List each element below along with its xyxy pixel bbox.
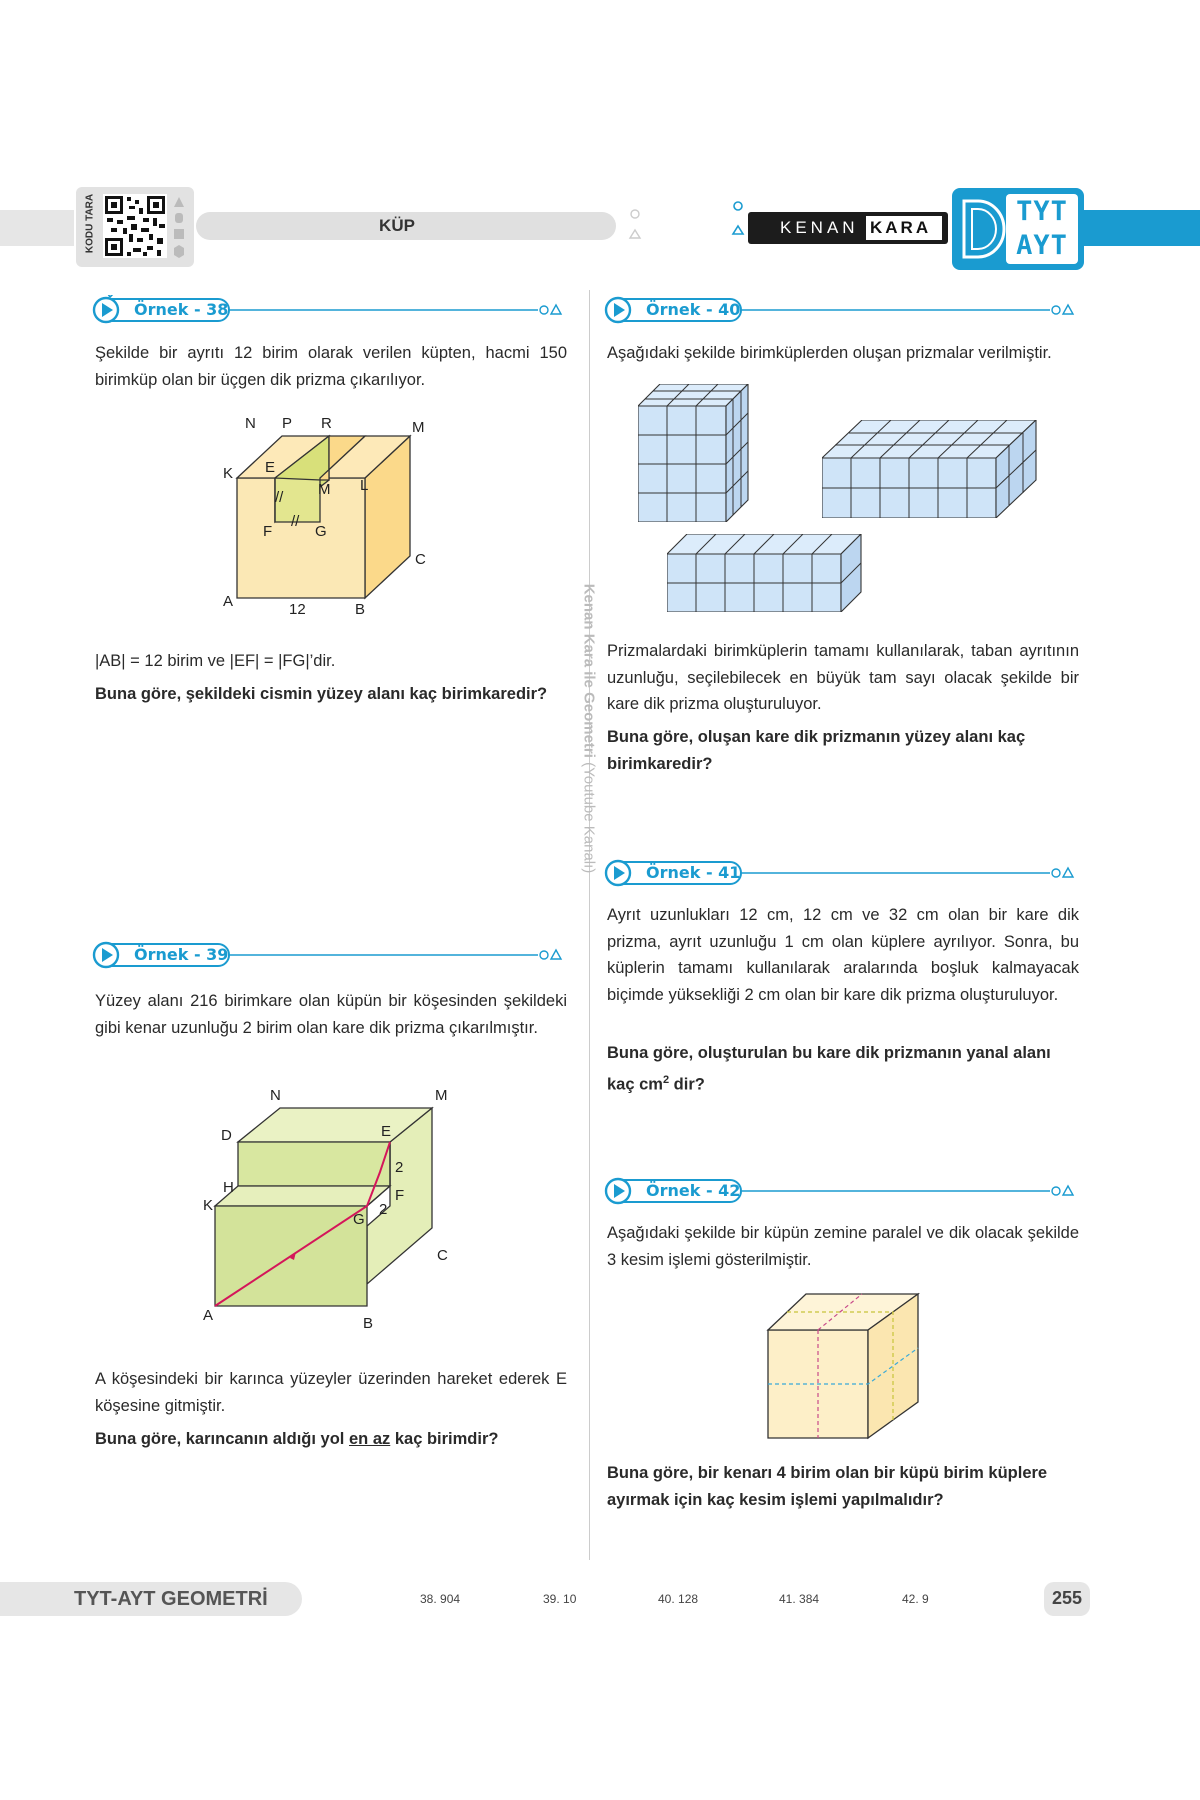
- header-left-strip: [0, 210, 74, 246]
- ex39-text2: A köşesindeki bir karınca yüzeyler üzerinden hareket ederek E köşesine gitmiştir.: [95, 1370, 567, 1415]
- ex39-figure: [195, 1086, 460, 1336]
- example-41-header: [604, 858, 1078, 888]
- side-text-sub: (Youtube Kanalı): [580, 762, 598, 874]
- ex39-question-emph: en az: [348, 1430, 391, 1448]
- play-icon: [604, 859, 632, 887]
- author-brand-deco: [730, 196, 746, 246]
- label-length-12: 12: [289, 601, 306, 618]
- label-L: L: [360, 477, 369, 494]
- ex41-question-sup: 2: [662, 1073, 670, 1086]
- footer-title: TYT-AYT GEOMETRİ: [74, 1588, 268, 1610]
- badge-tyt: TYT: [1016, 196, 1068, 227]
- ex38-given: |AB| = 12 birim ve |EF| = |FG|’dir.: [95, 652, 336, 670]
- shape-stack-icon: [172, 195, 186, 261]
- play-icon: [604, 296, 632, 324]
- tick-mark: //: [275, 489, 284, 506]
- answer-42: 42. 9: [902, 1592, 929, 1606]
- label-M-inner: M: [318, 481, 331, 498]
- author-first-name: KENAN: [780, 218, 859, 237]
- ex39-text: Yüzey alanı 216 birimkare olan küpün bir köşesinden şekildeki gibi kenar uzunluğu 2 birim olan kare dik prizma çıkarılmıştır.: [95, 992, 567, 1037]
- ex41-question-post: dir?: [669, 1075, 705, 1093]
- ex39-question-pre: Buna göre, karıncanın aldığı yol: [95, 1430, 349, 1448]
- step-top-face: [215, 1186, 390, 1206]
- badge-d-icon: [958, 195, 1006, 263]
- ex42-text: Aşağıdaki şekilde bir küpün zemine paralel ve dik olacak şekilde 3 kesim işlemi gösterilmiştir.: [607, 1224, 1079, 1269]
- ex40-prism-tall: [638, 384, 756, 522]
- answer-41: 41. 384: [779, 1592, 820, 1606]
- label-A: A: [203, 1307, 214, 1324]
- answer-39: 39. 10: [543, 1592, 577, 1606]
- example-label: Örnek - 40: [646, 300, 741, 319]
- cube-upper-front: [238, 1142, 390, 1186]
- ex41-question: [607, 1040, 1079, 1098]
- example-label: Örnek - 42: [646, 1181, 741, 1200]
- example-label: Örnek - 41: [646, 863, 741, 882]
- badge-ayt: AYT: [1016, 230, 1068, 261]
- label-N: N: [270, 1087, 281, 1104]
- ex40-prism-flat: [667, 534, 863, 612]
- side-text-main: Kenan Kara ile Geometri: [580, 583, 598, 758]
- label-F: F: [395, 1187, 405, 1204]
- label-P: P: [282, 415, 293, 432]
- label-B: B: [355, 601, 366, 618]
- topic-title: KÜP: [379, 216, 415, 235]
- label-G: G: [353, 1211, 365, 1228]
- example-label: Örnek - 38: [134, 300, 229, 319]
- ex41-question-pre: Buna göre, oluşturulan bu kare dik prizmanın yanal alanı kaç cm: [607, 1044, 1051, 1093]
- ex42-question: Buna göre, bir kenarı 4 birim olan bir küpü birim küplere ayırmak için kaç kesim işlemi yapılmalıdır?: [607, 1464, 1048, 1509]
- label-K: K: [203, 1197, 214, 1214]
- label-A: A: [223, 593, 234, 610]
- play-icon: [92, 296, 120, 324]
- qr-label: KODU TARA: [84, 193, 96, 254]
- label-two-lower: 2: [379, 1201, 388, 1218]
- label-K: K: [223, 465, 234, 482]
- column-divider: [589, 290, 590, 1560]
- ex38-figure: [215, 408, 445, 620]
- play-icon: [92, 941, 120, 969]
- answer-40: 40. 128: [658, 1592, 699, 1606]
- ex40-question: Buna göre, oluşan kare dik prizmanın yüzey alanı kaç birimkaredir?: [607, 728, 1026, 773]
- topic-bar-end-icons: [628, 206, 642, 246]
- label-N: N: [245, 415, 256, 432]
- label-M: M: [435, 1087, 448, 1104]
- label-E: E: [265, 459, 276, 476]
- example-39-header: [92, 940, 566, 970]
- label-G: G: [315, 523, 327, 540]
- answer-38: 38. 904: [420, 1592, 461, 1606]
- shape-icons: [172, 195, 186, 261]
- label-two-upper: 2: [395, 1159, 404, 1176]
- example-40-header: [604, 295, 1078, 325]
- label-B: B: [363, 1315, 374, 1332]
- label-F: F: [263, 523, 273, 540]
- qr-code: [103, 194, 167, 258]
- play-icon: [604, 1177, 632, 1205]
- ex42-cube-figure: [766, 1292, 922, 1440]
- ex39-question: [95, 1426, 567, 1453]
- label-R: R: [321, 415, 332, 432]
- ex40-text: Aşağıdaki şekilde birimküplerden oluşan prizmalar verilmiştir.: [607, 344, 1052, 362]
- label-D: D: [221, 1127, 232, 1144]
- label-C: C: [437, 1247, 448, 1264]
- label-H: H: [223, 1179, 234, 1196]
- header-right-strip: [1080, 210, 1200, 246]
- ex39-question-post: kaç birimdir?: [390, 1430, 499, 1448]
- ex40-prism-wide: [822, 420, 1042, 518]
- label-M-top: M: [412, 419, 425, 436]
- tick-mark: //: [291, 513, 300, 530]
- example-38-header: [92, 295, 566, 325]
- ex41-text: Ayrıt uzunlukları 12 cm, 12 cm ve 32 cm olan bir kare dik prizma, ayrıt uzunluğu 1 cm olan küplere ayrılıyor. Sonra, bu küplerin tamamı kullanılarak aralarında boşluk kalmayacak biçimde yüksekliği 2 cm olan bir kare dik prizma oluşturuluyor.: [607, 906, 1079, 1004]
- ex40-text2: Prizmalardaki birimküplerin tamamı kullanılarak, taban ayrıtının uzunluğu, seçilebilecek en büyük tam sayı olacak şekilde bir kare dik prizma oluşturuluyor.: [607, 642, 1079, 713]
- side-text: [581, 584, 598, 874]
- ex38-question: Buna göre, şekildeki cismin yüzey alanı kaç birimkaredir?: [95, 685, 548, 703]
- author-last-name: KARA: [870, 218, 932, 237]
- example-42-header: [604, 1176, 1078, 1206]
- page-number: 255: [1051, 1588, 1083, 1608]
- label-C: C: [415, 551, 426, 568]
- example-label: Örnek - 39: [134, 945, 229, 964]
- ex38-text: Şekilde bir ayrıtı 12 birim olarak verilen küpten, hacmi 150 birimküp olan bir üçgen dik prizma çıkarılıyor.: [95, 344, 567, 389]
- label-E: E: [381, 1123, 392, 1140]
